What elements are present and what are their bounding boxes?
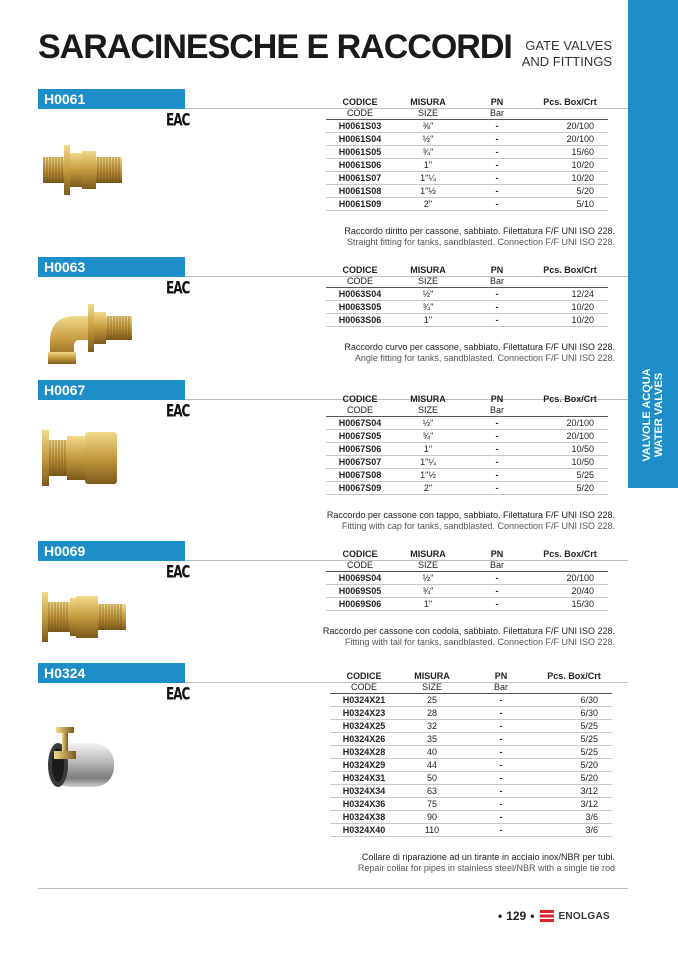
table-row — [330, 772, 612, 785]
cell-code: H0069S04 — [326, 572, 394, 585]
col-pcs: Pcs. Box/Crt — [543, 549, 597, 559]
cell-pn: - — [462, 301, 532, 314]
cell-pn: - — [462, 417, 532, 430]
cell-code: H0324X36 — [330, 798, 398, 811]
product-image — [40, 725, 120, 810]
cell-pn: - — [462, 172, 532, 185]
cell-code: H0324X31 — [330, 772, 398, 785]
cell-code: H0061S09 — [326, 198, 394, 211]
col-code: CODICE CODE — [346, 671, 382, 692]
table-row — [326, 198, 608, 211]
table-row — [326, 443, 608, 456]
cell-size: 25 — [398, 694, 466, 707]
description-it: Collare di riparazione ad un tirante in acciaio inox/NBR per tubi. — [361, 852, 615, 862]
cell-pcs: 5/25 — [532, 469, 608, 482]
col-pcs: Pcs. Box/Crt — [547, 671, 601, 681]
cell-pcs: 5/25 — [536, 733, 612, 746]
table-row — [330, 824, 612, 837]
eac-certification-mark: EAC — [166, 684, 190, 704]
col-code: CODICE CODE — [342, 265, 378, 286]
cell-size: ½" — [394, 133, 462, 146]
col-pcs: Pcs. Box/Crt — [543, 394, 597, 404]
cell-pcs: 12/24 — [532, 288, 608, 301]
col-code: CODICE CODE — [342, 549, 378, 570]
cell-pn: - — [462, 120, 532, 133]
cell-code: H0324X38 — [330, 811, 398, 824]
cell-code: H0324X29 — [330, 759, 398, 772]
cell-pcs: 10/50 — [532, 456, 608, 469]
cell-code: H0061S07 — [326, 172, 394, 185]
table-row — [330, 798, 612, 811]
cell-pn: - — [462, 159, 532, 172]
cell-pn: - — [466, 798, 536, 811]
product-description — [323, 626, 615, 648]
cell-size: 1" — [394, 443, 462, 456]
cell-pn: - — [462, 469, 532, 482]
cell-pcs: 3/12 — [536, 798, 612, 811]
cell-size: 90 — [398, 811, 466, 824]
cell-pcs: 3/6 — [536, 824, 612, 837]
cell-code: H0067S08 — [326, 469, 394, 482]
cell-size: ¾" — [394, 585, 462, 598]
table-row — [326, 133, 608, 146]
table-row — [326, 159, 608, 172]
col-size: MISURA SIZE — [410, 549, 446, 570]
cell-pcs: 20/40 — [532, 585, 608, 598]
cell-pcs: 20/100 — [532, 133, 608, 146]
table-row — [330, 759, 612, 772]
cell-code: H0061S08 — [326, 185, 394, 198]
description-en: Repair collar for pipes in stainless steel/NBR with a single tie rod — [357, 863, 615, 873]
cell-size: ½" — [394, 417, 462, 430]
table-row — [326, 456, 608, 469]
table-header — [326, 97, 608, 120]
table-row — [326, 314, 608, 327]
table-header — [326, 394, 608, 417]
cell-pcs: 10/20 — [532, 159, 608, 172]
table-row — [326, 585, 608, 598]
cell-pn: - — [466, 707, 536, 720]
cell-code: H0063S06 — [326, 314, 394, 327]
cell-pcs: 10/20 — [532, 172, 608, 185]
table-header — [326, 265, 608, 288]
table-row — [326, 598, 608, 611]
description-it: Raccordo curvo per cassone, sabbiato. Filettatura F/F UNI ISO 228. — [344, 342, 615, 352]
page-subtitle: GATE VALVES AND FITTINGS — [521, 38, 612, 69]
table-row — [326, 430, 608, 443]
cell-pn: - — [466, 720, 536, 733]
product-description — [344, 342, 615, 364]
cell-pn: - — [462, 185, 532, 198]
page-footer: • 129 • ENOLGAS — [498, 909, 610, 923]
cell-pcs: 20/100 — [532, 430, 608, 443]
cell-size: 2" — [394, 482, 462, 495]
cell-code: H0061S03 — [326, 120, 394, 133]
cell-code: H0061S04 — [326, 133, 394, 146]
cell-size: 1" — [394, 159, 462, 172]
cell-pcs: 5/25 — [536, 720, 612, 733]
spec-table — [326, 394, 608, 495]
col-pn: PN Bar — [493, 671, 508, 692]
col-pcs: Pcs. Box/Crt — [543, 97, 597, 107]
table-row — [330, 746, 612, 759]
cell-code: H0069S06 — [326, 598, 394, 611]
cell-code: H0067S06 — [326, 443, 394, 456]
cell-code: H0324X23 — [330, 707, 398, 720]
eac-certification-mark: EAC — [166, 401, 190, 421]
table-header — [330, 671, 612, 694]
cell-code: H0067S05 — [326, 430, 394, 443]
section-label: H0324 — [38, 663, 185, 683]
enolgas-logo-icon — [540, 910, 554, 922]
table-row — [330, 811, 612, 824]
cell-pn: - — [462, 572, 532, 585]
section-label: H0067 — [38, 380, 185, 400]
col-pcs: Pcs. Box/Crt — [543, 265, 597, 275]
cell-size: 1"½ — [394, 185, 462, 198]
description-it: Raccordo per cassone con tappo, sabbiato. Filettatura F/F UNI ISO 228. — [326, 510, 615, 520]
description-en: Straight fitting for tanks, sandblasted. Connection F/F UNI ISO 228. — [346, 237, 615, 247]
cell-pn: - — [462, 443, 532, 456]
cell-code: H0069S05 — [326, 585, 394, 598]
product-description — [358, 852, 615, 874]
col-pn: PN Bar — [489, 97, 504, 118]
cell-size: 110 — [398, 824, 466, 837]
cell-size: 44 — [398, 759, 466, 772]
cell-pcs: 15/60 — [532, 146, 608, 159]
cell-code: H0324X28 — [330, 746, 398, 759]
cell-pcs: 20/100 — [532, 417, 608, 430]
product-image — [40, 143, 125, 203]
cell-code: H0324X34 — [330, 785, 398, 798]
table-row — [326, 185, 608, 198]
cell-pcs: 5/20 — [532, 482, 608, 495]
cell-size: 1" — [394, 598, 462, 611]
cell-code: H0067S07 — [326, 456, 394, 469]
cell-pcs: 5/20 — [532, 185, 608, 198]
table-row — [326, 172, 608, 185]
cell-size: 75 — [398, 798, 466, 811]
cell-code: H0324X26 — [330, 733, 398, 746]
cell-size: 63 — [398, 785, 466, 798]
cell-code: H0324X40 — [330, 824, 398, 837]
cell-pn: - — [466, 694, 536, 707]
table-header — [326, 549, 608, 572]
product-image — [40, 302, 135, 372]
table-row — [326, 469, 608, 482]
description-en: Angle fitting for tanks, sandblasted. Connection F/F UNI ISO 228. — [354, 353, 615, 363]
cell-size: ¾" — [394, 301, 462, 314]
col-size: MISURA SIZE — [410, 97, 446, 118]
cell-size: 40 — [398, 746, 466, 759]
table-row — [326, 572, 608, 585]
cell-code: H0061S05 — [326, 146, 394, 159]
cell-pcs: 20/100 — [532, 120, 608, 133]
cell-size: 1"¼ — [394, 456, 462, 469]
col-code: CODICE CODE — [342, 394, 378, 415]
col-pn: PN Bar — [489, 394, 504, 415]
spec-table — [330, 671, 612, 837]
cell-pcs: 10/50 — [532, 443, 608, 456]
cell-pn: - — [462, 133, 532, 146]
cell-pcs: 6/30 — [536, 707, 612, 720]
cell-code: H0324X21 — [330, 694, 398, 707]
spec-table — [326, 97, 608, 211]
col-pn: PN Bar — [489, 265, 504, 286]
cell-pcs: 5/10 — [532, 198, 608, 211]
cell-size: ¾" — [394, 430, 462, 443]
description-en: Fitting with cap for tanks, sandblasted. Connection F/F UNI ISO 228. — [341, 521, 615, 531]
table-row — [326, 146, 608, 159]
product-image — [40, 590, 130, 650]
cell-pn: - — [462, 146, 532, 159]
table-row — [326, 301, 608, 314]
col-pn: PN Bar — [489, 549, 504, 570]
section-label: H0069 — [38, 541, 185, 561]
cell-code: H0324X25 — [330, 720, 398, 733]
cell-pn: - — [462, 198, 532, 211]
cell-pn: - — [462, 482, 532, 495]
cell-pn: - — [462, 430, 532, 443]
cell-pcs: 10/20 — [532, 314, 608, 327]
cell-pn: - — [462, 585, 532, 598]
product-description — [327, 510, 615, 532]
side-tab-label: VALVOLE ACQUA WATER VALVES — [641, 368, 665, 462]
table-row — [326, 482, 608, 495]
cell-pn: - — [466, 733, 536, 746]
page-title: SARACINESCHE E RACCORDI — [38, 28, 512, 66]
spec-table — [326, 265, 608, 327]
cell-pcs: 5/20 — [536, 772, 612, 785]
cell-pcs: 3/12 — [536, 785, 612, 798]
cell-pn: - — [462, 288, 532, 301]
cell-pcs: 20/100 — [532, 572, 608, 585]
eac-certification-mark: EAC — [166, 562, 190, 582]
product-image — [40, 428, 120, 493]
cell-size: 1" — [394, 314, 462, 327]
cell-code: H0067S09 — [326, 482, 394, 495]
col-code: CODICE CODE — [342, 97, 378, 118]
eac-certification-mark: EAC — [166, 110, 190, 130]
cell-pcs: 5/20 — [536, 759, 612, 772]
eac-certification-mark: EAC — [166, 278, 190, 298]
cell-pcs: 5/25 — [536, 746, 612, 759]
table-row — [330, 694, 612, 707]
spec-table — [326, 549, 608, 611]
table-row — [326, 288, 608, 301]
cell-size: 2" — [394, 198, 462, 211]
cell-pcs: 3/6 — [536, 811, 612, 824]
cell-pn: - — [462, 598, 532, 611]
table-row — [330, 733, 612, 746]
table-row — [326, 120, 608, 133]
cell-size: 1"½ — [394, 469, 462, 482]
cell-size: ⅜" — [394, 120, 462, 133]
col-size: MISURA SIZE — [410, 265, 446, 286]
cell-pn: - — [466, 824, 536, 837]
footer-divider — [38, 888, 628, 889]
cell-size: 1"¼ — [394, 172, 462, 185]
cell-pn: - — [466, 785, 536, 798]
table-row — [330, 785, 612, 798]
cell-code: H0063S04 — [326, 288, 394, 301]
cell-size: ¾" — [394, 146, 462, 159]
cell-pn: - — [466, 746, 536, 759]
cell-pcs: 6/30 — [536, 694, 612, 707]
cell-pcs: 10/20 — [532, 301, 608, 314]
cell-pn: - — [466, 759, 536, 772]
cell-code: H0063S05 — [326, 301, 394, 314]
cell-pn: - — [462, 456, 532, 469]
cell-pn: - — [466, 772, 536, 785]
description-en: Fitting with tail for tanks, sandblasted. Connection F/F UNI ISO 228. — [344, 637, 615, 647]
cell-size: 32 — [398, 720, 466, 733]
table-row — [326, 417, 608, 430]
table-row — [330, 720, 612, 733]
cell-size: ½" — [394, 288, 462, 301]
col-size: MISURA SIZE — [410, 394, 446, 415]
product-description — [344, 226, 615, 248]
col-size: MISURA SIZE — [414, 671, 450, 692]
table-row — [330, 707, 612, 720]
cell-size: 28 — [398, 707, 466, 720]
cell-size: ½" — [394, 572, 462, 585]
brand-name: ENOLGAS — [558, 910, 610, 922]
cell-code: H0061S06 — [326, 159, 394, 172]
page-number: 129 — [506, 909, 527, 923]
cell-pcs: 15/30 — [532, 598, 608, 611]
cell-size: 35 — [398, 733, 466, 746]
cell-code: H0067S04 — [326, 417, 394, 430]
section-label: H0063 — [38, 257, 185, 277]
cell-pn: - — [462, 314, 532, 327]
cell-pn: - — [466, 811, 536, 824]
section-label: H0061 — [38, 89, 185, 109]
description-it: Raccordo per cassone con codola, sabbiato. Filettatura F/F UNI ISO 228. — [322, 626, 615, 636]
cell-size: 50 — [398, 772, 466, 785]
description-it: Raccordo diritto per cassone, sabbiato. Filettatura F/F UNI ISO 228. — [344, 226, 615, 236]
